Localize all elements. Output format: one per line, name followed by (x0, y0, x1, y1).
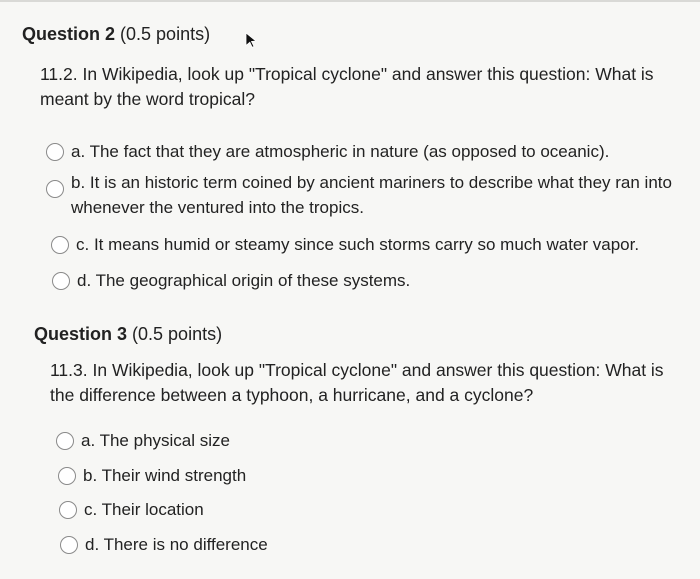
radio-button[interactable] (59, 501, 77, 519)
radio-button[interactable] (51, 236, 69, 254)
radio-button[interactable] (52, 272, 70, 290)
option-label: d. There is no difference (85, 535, 268, 554)
option-label: c. Their location (84, 500, 204, 519)
question-prompt: 11.2. In Wikipedia, look up "Tropical cyclone" and answer this question: What is meant by the word tropical? (40, 64, 654, 109)
radio-button[interactable] (46, 180, 64, 198)
question-points: (0.5 points) (132, 324, 223, 344)
option-b[interactable] (58, 463, 458, 488)
question-prompt: 11.3. In Wikipedia, look up "Tropical cyclone" and answer this question: What is the difference between a typhoon, a hurricane, and a cyclone? (50, 360, 664, 405)
option-label: a. The fact that they are atmospheric in nature (as opposed to oceanic). (71, 142, 610, 161)
question-points: (0.5 points) (120, 24, 211, 44)
option-a[interactable] (56, 428, 456, 453)
option-label: b. It is an historic term coined by ancient mariners to describe what they ran into whenever the ventured into the tropics. (71, 173, 672, 217)
option-b[interactable] (46, 170, 682, 220)
option-label: a. The physical size (81, 431, 230, 450)
option-c[interactable] (59, 497, 459, 522)
option-d[interactable] (60, 532, 460, 557)
question-heading (34, 324, 222, 345)
mouse-pointer-icon (244, 32, 258, 48)
radio-button[interactable] (56, 432, 74, 450)
option-label: d. The geographical origin of these systems. (77, 271, 411, 290)
question-3 (0, 300, 700, 579)
question-number: Question 3 (34, 324, 128, 344)
option-d[interactable] (52, 268, 682, 293)
radio-button[interactable] (60, 536, 78, 554)
option-c[interactable] (51, 232, 681, 257)
radio-button[interactable] (46, 143, 64, 161)
option-label: c. It means humid or steamy since such storms carry so much water vapor. (76, 235, 640, 254)
option-label: b. Their wind strength (83, 466, 247, 485)
option-a[interactable] (46, 139, 676, 164)
radio-button[interactable] (58, 467, 76, 485)
question-heading (22, 24, 210, 45)
question-number: Question 2 (22, 24, 116, 44)
